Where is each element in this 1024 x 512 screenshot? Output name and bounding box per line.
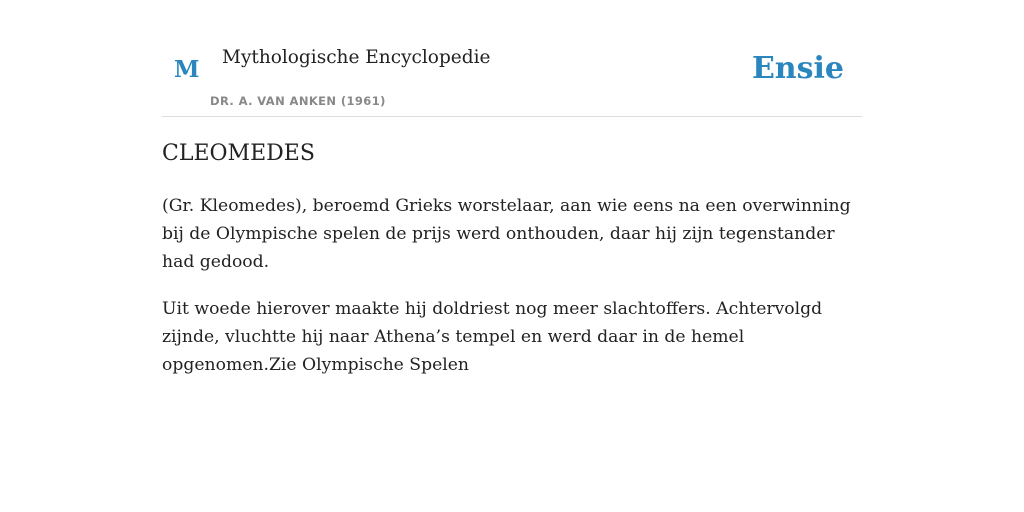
entry-paragraph <box>162 295 862 379</box>
book-header <box>162 0 862 117</box>
entry-paragraph: (Gr. Kleomedes), beroemd Grieks worstelaar, aan wie eens na een overwinning bij de Olympische spelen de prijs werd onthouden, daar hij zijn tegenstander had gedood. <box>162 196 851 272</box>
entry-content <box>162 192 862 398</box>
book-title[interactable]: Mythologische Encyclopedie <box>222 47 491 68</box>
book-author: DR. A. VAN ANKEN (1961) <box>210 94 386 108</box>
see-also-label: Zie <box>268 355 297 375</box>
book-logo[interactable]: M <box>174 56 200 83</box>
entry-paragraph-text: Uit woede hierover maakte hij doldriest nog meer slachtoffers. Achtervolgd zijnde, vluchtte hij naar Athena’s tempel en werd daar in de hemel opgenomen. <box>162 299 823 375</box>
entry-title: CLEOMEDES <box>162 141 315 166</box>
see-also-link[interactable]: Olympische Spelen <box>302 355 469 375</box>
page-container <box>162 0 862 375</box>
ensie-logo[interactable]: Ensie <box>751 51 844 86</box>
